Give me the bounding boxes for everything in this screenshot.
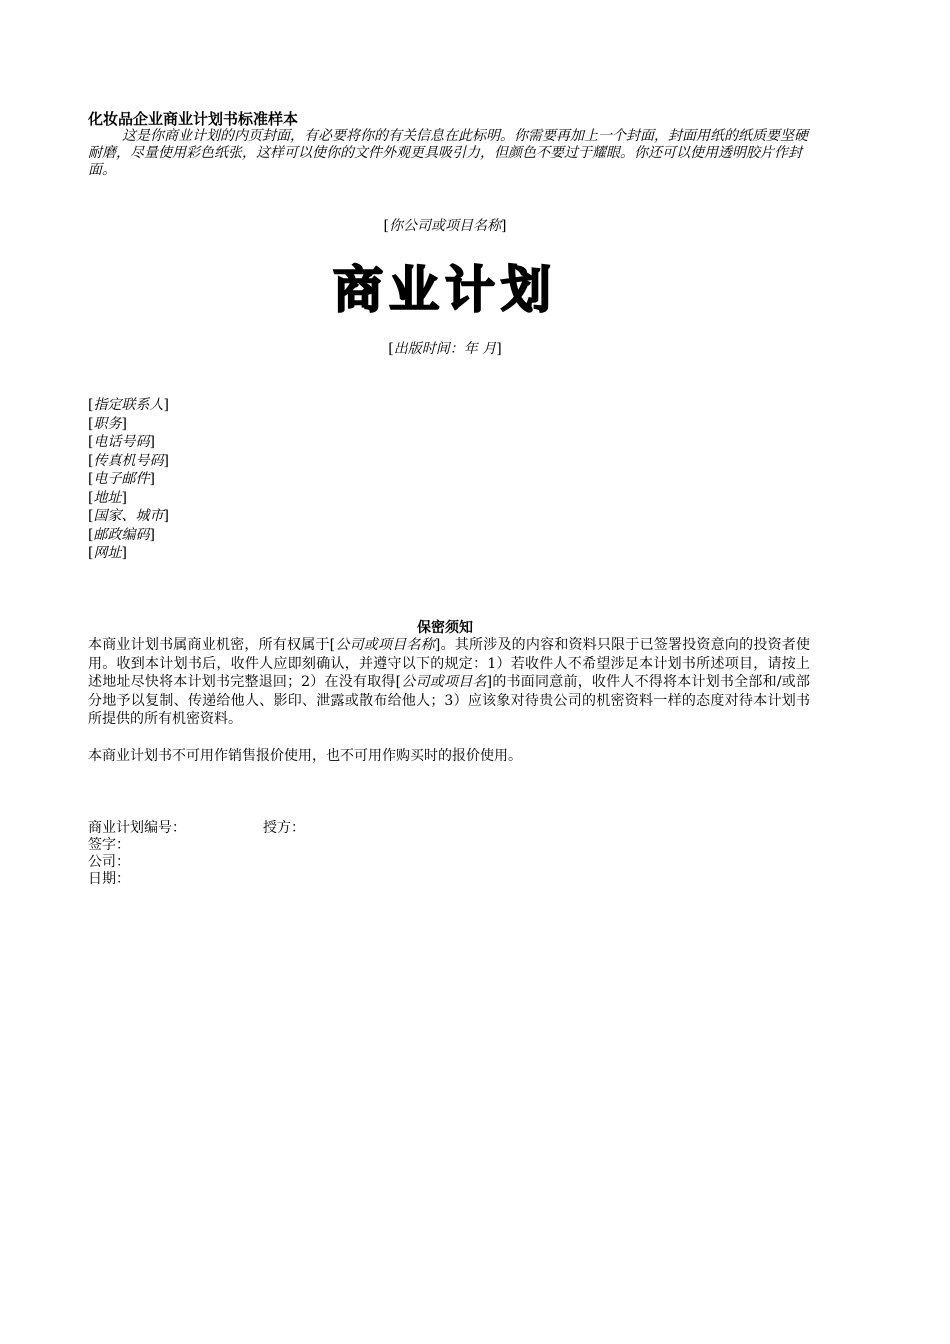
confidentiality-paragraph	[88, 636, 810, 729]
contact-item-text: 传真机号码	[93, 452, 164, 469]
contact-item: [指定联系人]	[88, 397, 169, 413]
contact-item-text: 指定联系人	[93, 397, 164, 413]
company-label: 公司：	[88, 854, 130, 870]
recipient-label: 授方：	[263, 820, 305, 836]
business-plan-title: 商业计划	[333, 261, 557, 319]
contact-item-text: 地址	[93, 489, 122, 506]
confidentiality-text-part: ]的书面同意前，收件人不得将本计划书全部和/或部分地予以复制、传递给他人、影印、泄露或散布给他人；3）应该象对待贵公司的机密资料一样的态度对待本计划书所提供的所有机密资料。	[88, 674, 810, 727]
contact-item-text: 电话号码	[93, 434, 150, 450]
signature-row	[88, 854, 305, 871]
pricing-note: 本商业计划书不可用作销售报价使用，也不可用作购买时的报价使用。	[88, 748, 522, 764]
confidentiality-text-part: ]。其所涉及的内容和资料只限于已签署投资意向的投资者使用。收到本计划书后，收件人应即刻确认，并遵守以下的规定：1）若收件人不希望涉足本计划书所述项目，请按上述地址尽快将本计划书完整退回；2）在没有取得[	[88, 637, 811, 690]
contact-item: [职务]	[88, 415, 127, 432]
contact-item: [网址]	[88, 545, 127, 561]
contact-item: [邮政编码]	[88, 526, 155, 543]
intro-paragraph: 这是你商业计划的内页封面，有必要将你的有关信息在此标明。你需要再加上一个封面，封面用纸的纸质要坚硬耐磨，尽量使用彩色纸张，这样可以使你的文件外观更具吸引力，但颜色不要过于耀眼。你还可以使用透明胶片作封面。	[88, 128, 808, 178]
contact-info-list	[88, 396, 169, 563]
confidentiality-heading: 保密须知	[417, 620, 473, 636]
contact-item-text: 邮政编码	[93, 526, 150, 543]
signature-row	[88, 871, 305, 888]
company-name-text: 你公司或项目名称	[389, 218, 501, 234]
contact-item-text: 职务	[93, 415, 122, 432]
confidentiality-company-placeholder: 公司或项目名称	[335, 637, 435, 653]
date-label: 日期：	[88, 871, 130, 887]
contact-item: [电话号码]	[88, 434, 155, 450]
signature-block	[88, 820, 305, 888]
contact-item: [地址]	[88, 489, 127, 506]
sign-label: 签字：	[88, 837, 130, 853]
contact-item-text: 电子邮件	[93, 471, 150, 487]
document-title: 化妆品企业商业计划书标准样本	[88, 110, 299, 128]
publication-date-text: 出版时间：年 月	[393, 341, 497, 357]
company-name-placeholder: [你公司或项目名称]	[383, 218, 507, 234]
contact-item-text: 国家、城市	[93, 508, 164, 524]
contact-item: [国家、城市]	[88, 508, 169, 524]
contact-item: [电子邮件]	[88, 471, 155, 487]
confidentiality-company-placeholder: 公司或项目名	[401, 674, 487, 690]
confidentiality-text-part: 本商业计划书属商业机密，所有权属于[	[88, 637, 336, 653]
contact-item: [传真机号码]	[88, 452, 169, 469]
plan-number-label: 商业计划编号：	[88, 820, 186, 836]
signature-row	[88, 837, 305, 854]
signature-row	[88, 820, 305, 837]
publication-date-placeholder: [出版时间：年 月]	[388, 341, 502, 357]
contact-item-text: 网址	[93, 545, 122, 561]
